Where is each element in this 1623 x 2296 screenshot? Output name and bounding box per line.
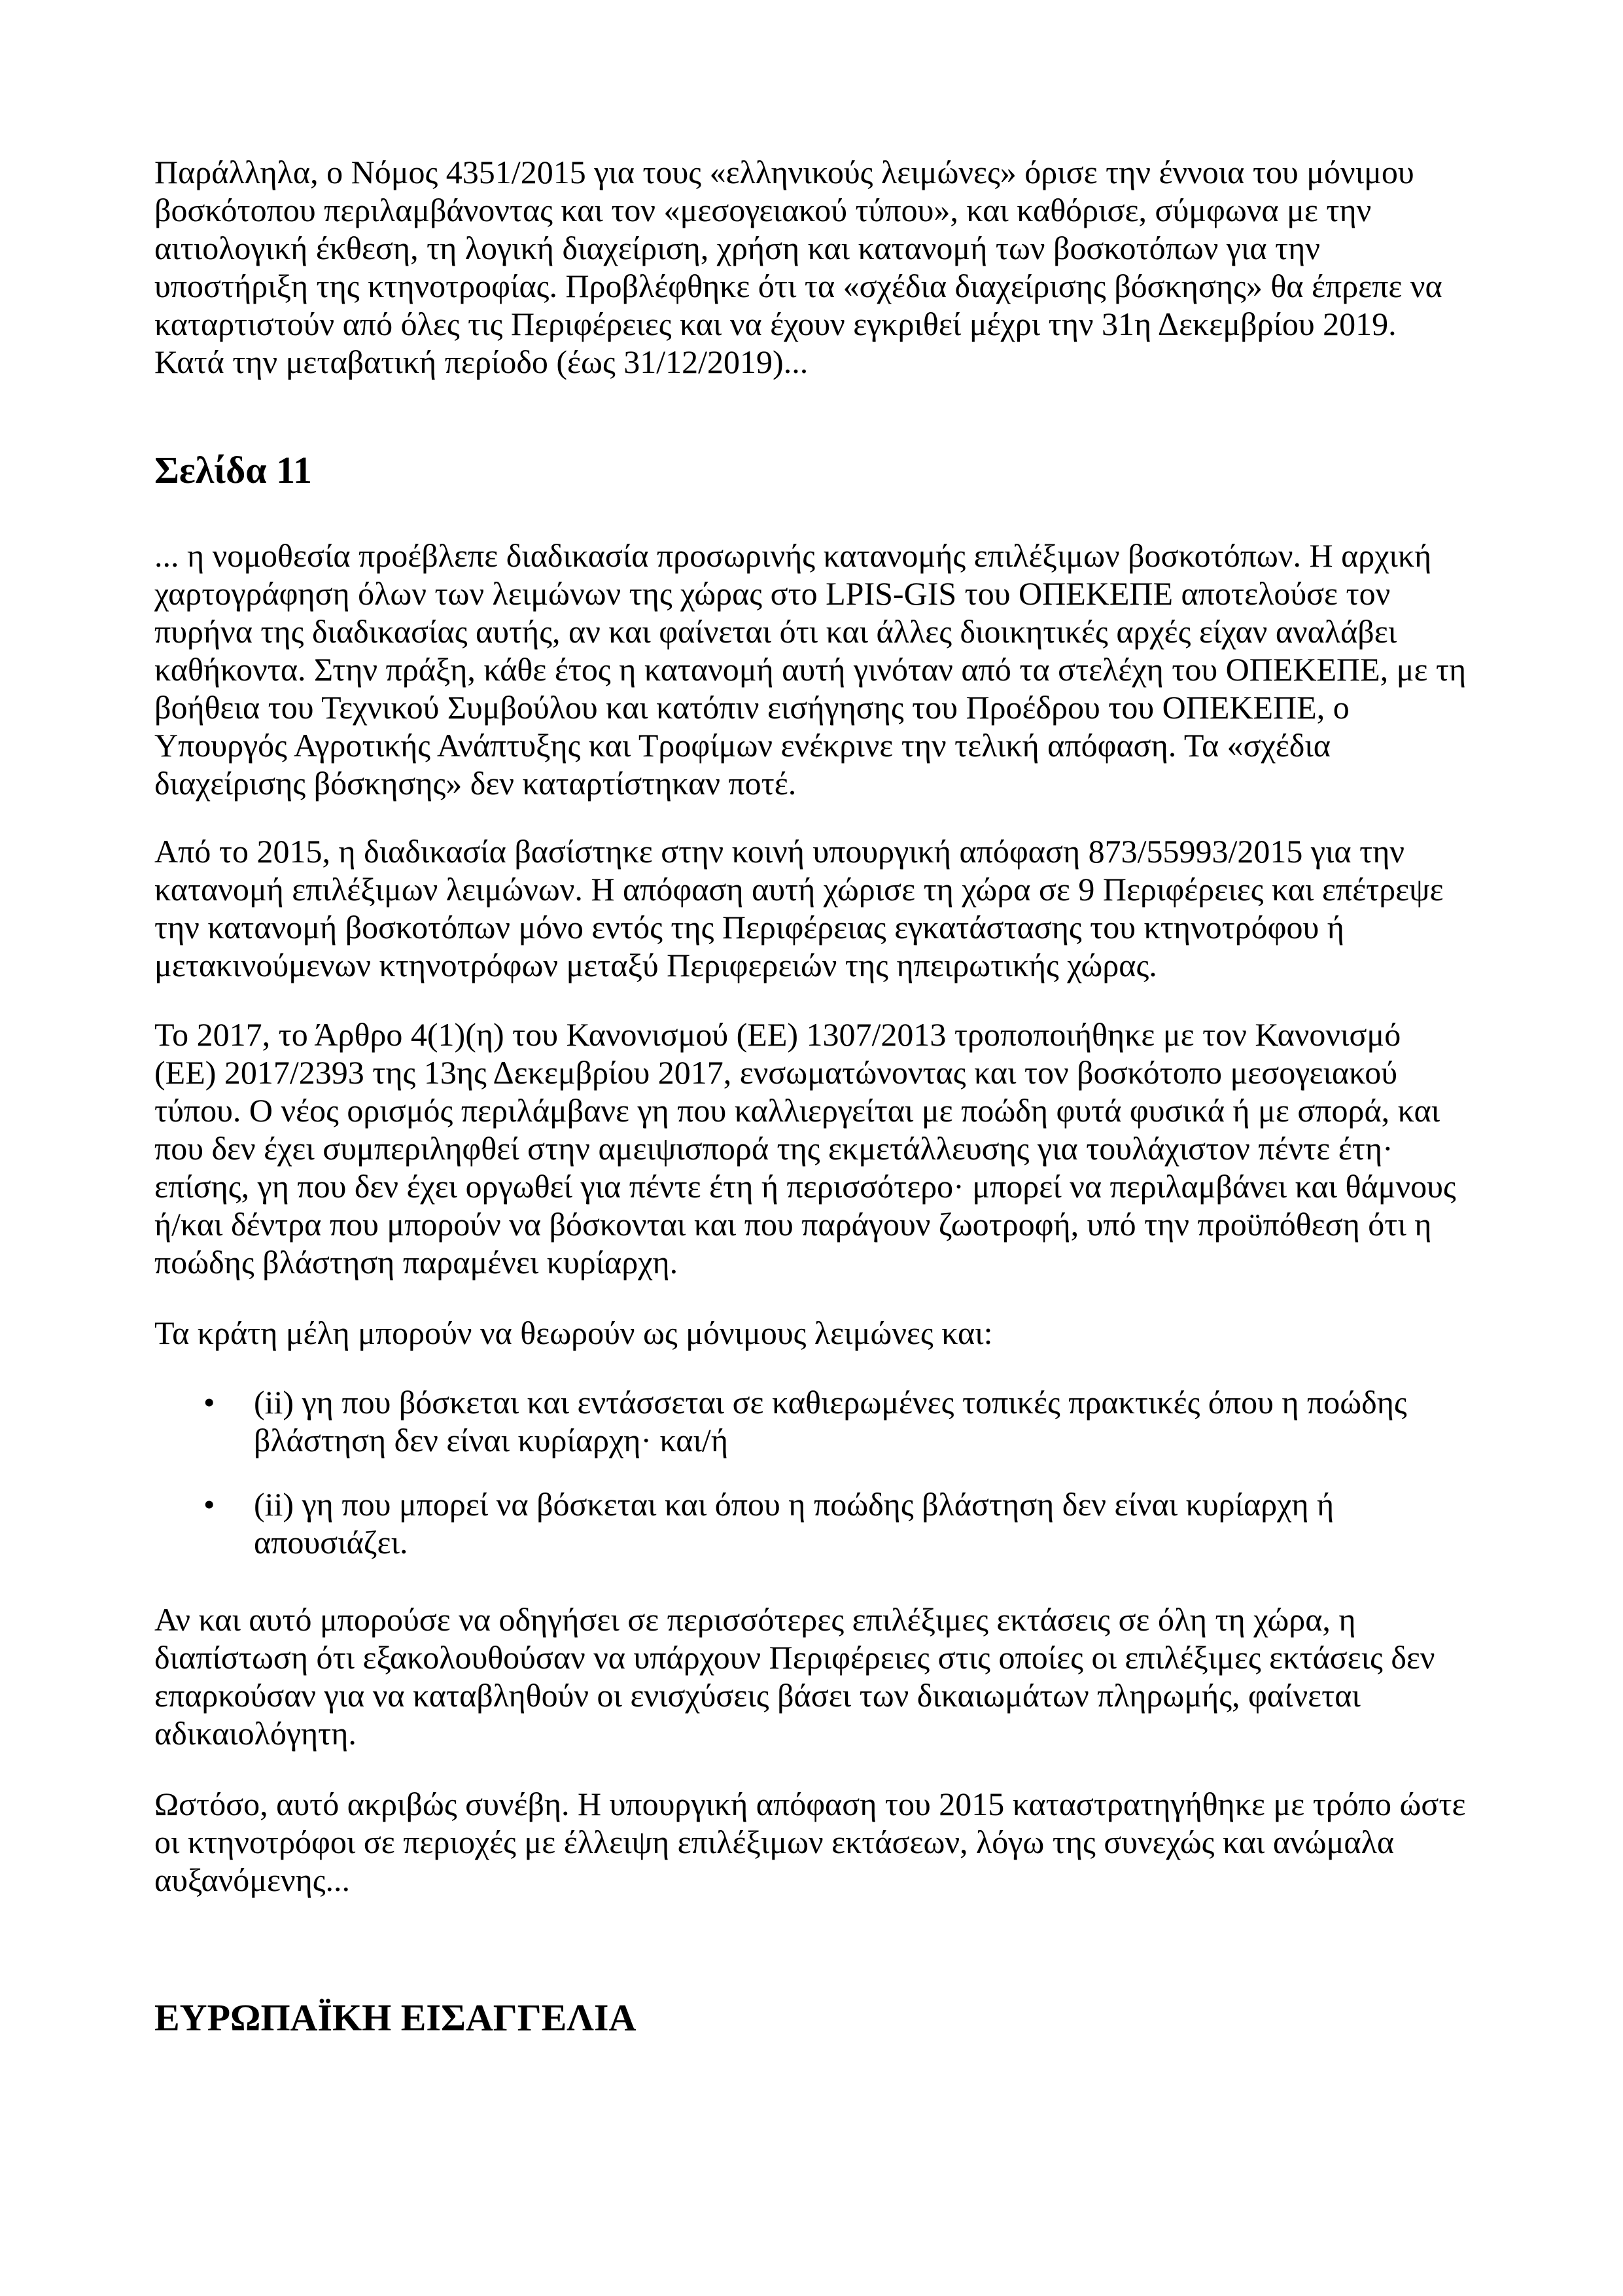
paragraph-2015-ministerial-decision: Από το 2015, η διαδικασία βασίστηκε στην κοινή υπουργική απόφαση 873/55993/2015 για την κατανομή επιλέξιμων λειμώνων. Η απόφαση αυτή χώρισε τη χώρα σε 9 Περιφέρειες και επέτρεψε την κατανομή βοσκοτόπων μόνο εντός της Περιφέρειας εγκατάστασης του κτηνοτρόφου ή μετακινούμενων κτηνοτρόφων μεταξύ Περιφερειών της ηπειρωτικής χώρας. [154, 833, 1444, 983]
paragraph-member-states-leadin: Τα κράτη μέλη μπορούν να θεωρούν ως μόνιμους λειμώνες και: [154, 1315, 993, 1351]
bullet-item-grazed-land: • (ii) γη που βόσκεται και εντάσσεται σε καθιερωμένες τοπικές πρακτικές όπου η ποώδης βλάστηση δεν είναι κυρίαρχη· και/ή [154, 1383, 1469, 1459]
final-heading-european-prosecutor: ΕΥΡΩΠΑΪΚΗ ΕΙΣΑΓΓΕΛΙΑ [154, 1996, 637, 2039]
bullet-item-grazable-land: • (ii) γη που μπορεί να βόσκεται και όπου η ποώδης βλάστηση δεν είναι κυρίαρχη ή απουσιάζει. [154, 1485, 1469, 1561]
bullet-list [154, 1383, 1469, 1561]
paragraph-assessment: Αν και αυτό μπορούσε να οδηγήσει σε περισσότερες επιλέξιμες εκτάσεις σε όλη τη χώρα, η διαπίστωση ότι εξακολουθούσαν να υπάρχουν Περιφέρειες στις οποίες οι επιλέξιμες εκτάσεις δεν επαρκούσαν για να καταβληθούν οι ενισχύσεις βάσει των δικαιωμάτων πληρωμής, φαίνεται αδικαιολόγητη. [154, 1601, 1435, 1752]
paragraph-however: Ωστόσο, αυτό ακριβώς συνέβη. Η υπουργική απόφαση του 2015 καταστρατηγήθηκε με τρόπο ώστε οι κτηνοτρόφοι σε περιοχές με έλλειψη επιλέξιμων εκτάσεων, λόγω της συνεχώς και ανώμαλα αυξανόμενης... [154, 1786, 1466, 1898]
paragraph-2017-regulation: Το 2017, το Άρθρο 4(1)(η) του Κανονισμού (ΕΕ) 1307/2013 τροποποιήθηκε με τον Κανονισμό (ΕΕ) 2017/2393 της 13ης Δεκεμβρίου 2017, ενσωματώνοντας και τον βοσκότοπο μεσογειακού τύπου. Ο νέος ορισμός περιλάμβανε γη που καλλιεργείται με ποώδη φυτά φυσικά ή με σπορά, και που δεν έχει συμπεριληφθεί στην αμειψισπορά της εκμετάλλευσης για τουλάχιστον πέντε έτη· επίσης, γη που δεν έχει οργωθεί για πέντε έτη ή περισσότερο· μπορεί να περιλαμβάνει και θάμνους ή/και δέντρα που μπορούν να βόσκονται και που παράγουν ζωοτροφή, υπό την προϋπόθεση ότι η ποώδης βλάστηση παραμένει κυρίαρχη. [154, 1016, 1456, 1280]
paragraph-lpis-opekepe: ... η νομοθεσία προέβλεπε διαδικασία προσωρινής κατανομής επιλέξιμων βοσκοτόπων. Η αρχική χαρτογράφηση όλων των λειμώνων της χώρας στο LPIS-GIS του ΟΠΕΚΕΠΕ αποτελούσε τον πυρήνα της διαδικασίας αυτής, αν και φαίνεται ότι και άλλες διοικητικές αρχές είχαν αναλάβει καθήκοντα. Στην πράξη, κάθε έτος η κατανομή αυτή γινόταν από τα στελέχη του ΟΠΕΚΕΠΕ, με τη βοήθεια του Τεχνικού Συμβούλου και κατόπιν εισήγησης του Προέδρου του ΟΠΕΚΕΠΕ, ο Υπουργός Αγροτικής Ανάπτυξης και Τροφίμων ενέκρινε την τελική απόφαση. Τα «σχέδια διαχείρισης βόσκησης» δεν καταρτίστηκαν ποτέ. [154, 537, 1467, 802]
intro-paragraph: Παράλληλα, ο Νόμος 4351/2015 για τους «ελληνικούς λειμώνες» όρισε την έννοια του μόνιμου βοσκότοπου περιλαμβάνοντας και τον «μεσογειακού τύπου», και καθόρισε, σύμφωνα με την αιτιολογική έκθεση, τη λογική διαχείριση, χρήση και κατανομή των βοσκοτόπων για την υποστήριξη της κτηνοτροφίας. Προβλέφθηκε ότι τα «σχέδια διαχείρισης βόσκησης» θα έπρεπε να καταρτιστούν από όλες τις Περιφέρειες και να έχουν εγκριθεί μέχρι την 31η Δεκεμβρίου 2019. Κατά την μεταβατική περίοδο (έως 31/12/2019)... [154, 154, 1442, 380]
section-heading-selida-11: Σελίδα 11 [154, 449, 312, 491]
